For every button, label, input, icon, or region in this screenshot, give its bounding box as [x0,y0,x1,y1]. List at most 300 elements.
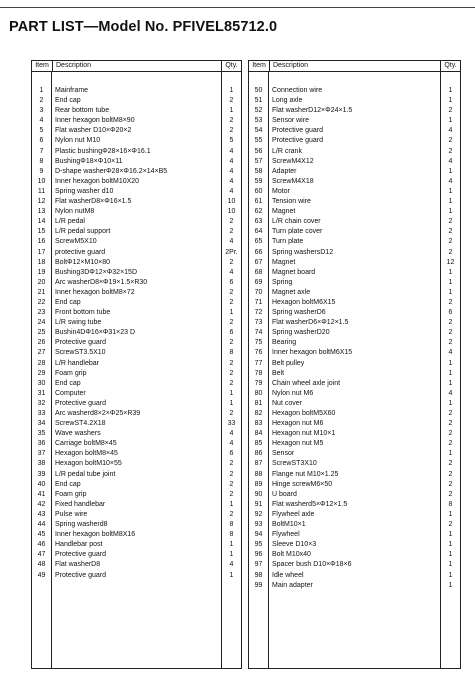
table-cell: Magnet [272,258,296,266]
table-cell: Arc washerd8×2×Φ25×R39 [55,410,141,417]
table-cell: 2 [448,329,453,337]
table-cell: Hexagon boltM8×45 [55,450,118,458]
table-cell: 10 [37,177,46,185]
table-cell: 1 [448,187,453,195]
table-cell: L/R swing tube [55,319,102,327]
table-cell: 47 [37,551,46,559]
table-cell: 30 [37,379,46,387]
table-cell: 2 [229,258,234,266]
table-cell: 6 [229,278,234,286]
table-cell: Bushing3DΦ12×Φ32×15D [55,268,138,276]
table-cell: Main adapter [272,581,313,589]
table-cell: 2 [448,319,453,327]
table-cell: 60 [254,187,263,195]
header-item: Item [249,61,270,71]
table-cell: 2 [448,470,453,478]
table-cell: Hexagon nut M5 [272,440,324,448]
parts-table-right [248,60,461,669]
table-cell: Sensor wire [272,117,309,125]
table-cell: 2 [448,238,453,246]
table-cell: 70 [254,288,263,296]
table-cell: 72 [254,309,263,317]
table-cell: Magnet board [272,268,316,276]
table-cell: 8 [39,157,44,165]
table-cell: 1 [229,551,234,559]
table-cell: End cap [55,379,81,387]
table-header [249,61,460,72]
table-cell: 2 [229,298,234,306]
table-cell: Plastic bushingΦ28×16×Φ16.1 [55,147,151,155]
table-cell: Long axle [272,97,303,105]
table-cell: 1 [448,510,453,518]
table-cell: ScrewM5X10 [55,238,97,246]
table-cell: Hexagon nut M10×1 [272,430,336,438]
table-cell: 2 [448,430,453,438]
table-cell: 25 [37,329,46,337]
table-cell: 2 [448,228,453,236]
table-cell: 2 [448,410,453,417]
table-cell: ScrewST3.5X10 [55,349,106,357]
table-cell: 1 [448,87,453,94]
table-cell: 85 [254,440,263,448]
table-cell: Spacer bush D10×Φ18×6 [272,561,352,569]
table-cell: Turn plate [272,238,304,246]
header-description: Description [53,61,222,71]
table-cell: 75 [254,339,263,347]
table-cell: 2 [448,248,453,256]
table-cell: 1 [448,379,453,387]
table-cell: 37 [37,450,46,458]
table-cell: 28 [37,359,46,367]
table-cell: 4 [229,157,234,165]
table-cell: Motor [272,187,290,195]
table-cell: Fixed handlebar [55,500,106,508]
table-cell: 2 [229,218,234,226]
description-column [269,72,441,668]
table-cell: 4 [448,349,453,357]
table-cell: 39 [37,470,46,478]
table-cell: 11 [37,187,46,195]
table-cell: Flat washer D10×Φ20×2 [55,127,132,135]
table-cell: Foam grip [55,369,87,377]
table-cell: Belt [272,369,285,377]
table-cell: Adapter [272,167,297,175]
table-cell: 64 [254,228,263,236]
table-cell: Pulse wire [55,510,88,518]
table-cell: 23 [37,309,46,317]
table-cell: 22 [37,298,46,306]
table-cell: Magnet [272,208,296,216]
table-cell: Flat washerD8×Φ16×1.5 [55,198,132,206]
table-cell: 41 [37,490,46,498]
table-cell: Protective guard [272,127,323,135]
table-cell: 4 [229,238,234,246]
table-cell: Chain wheel axle joint [272,379,341,387]
table-cell: 4 [229,430,234,438]
table-cell: 1 [448,450,453,458]
header-item: Item [32,61,53,71]
table-cell: L/R pedal support [55,228,111,236]
table-cell: Bolt M10x40 [272,551,311,559]
table-cell: 93 [254,521,263,529]
table-cell: Flat washerD12×Φ24×1.5 [272,107,353,115]
table-cell: 8 [229,349,234,357]
table-cell: Sleeve D10×3 [272,541,317,549]
table-cell: 1 [229,500,234,508]
table-cell: 63 [254,218,263,226]
table-cell: 1 [448,208,453,216]
table-cell: 38 [37,460,46,468]
table-cell: 8 [448,500,453,508]
table-cell: 16 [37,238,46,246]
table-cell: Inner hexagon boltM8×72 [55,288,135,296]
table-cell: 2 [229,339,234,347]
table-cell: Nylon nutM8 [55,208,95,216]
table-cell: 4 [229,561,234,569]
table-cell: 5 [229,137,234,145]
header-description: Description [270,61,441,71]
table-cell: Carriage boltM8×45 [55,440,117,448]
table-cell: 1 [448,531,453,539]
qty-column [441,72,460,668]
table-cell: 19 [37,268,46,276]
table-body [249,72,460,668]
table-cell: Flange nut M10×1.25 [272,470,339,478]
table-cell: 5 [39,127,44,135]
table-cell: End cap [55,97,81,105]
table-cell: 77 [254,359,263,367]
table-cell: 4 [39,117,44,125]
table-cell: Protective guard [55,399,106,407]
table-cell: 2 [448,521,453,529]
table-cell: Spring washerd8 [55,521,108,529]
table-cell: 33 [227,420,236,428]
table-cell: 12 [446,258,455,266]
table-cell: 4 [448,389,453,397]
table-cell: 2 [229,470,234,478]
table-cell: 1 [448,117,453,125]
table-cell: L/R crank [272,147,302,155]
table-cell: 1 [448,571,453,579]
table-cell: 20 [37,278,46,286]
table-cell: 17 [37,248,46,256]
table-cell: 8 [229,531,234,539]
table-cell: 1 [229,389,234,397]
table-cell: Nylon nut M10 [55,137,101,145]
table-cell: 61 [254,198,263,206]
table-cell: 1 [448,278,453,286]
table-cell: 1 [448,288,453,296]
table-cell: 50 [254,87,263,94]
table-cell: 1 [448,167,453,175]
table-cell: 48 [37,561,46,569]
table-cell: Protective guard [55,571,106,579]
table-cell: 8 [229,521,234,529]
table-cell: 80 [254,389,263,397]
table-cell: Wave washers [55,430,101,438]
table-cell: 4 [448,127,453,135]
table-cell: L/R pedal tube joint [55,470,116,478]
table-cell: 2 [39,97,44,105]
table-cell: 1 [229,309,234,317]
table-cell: 78 [254,369,263,377]
table-cell: 1 [229,87,234,94]
table-header [32,61,241,72]
table-cell: 82 [254,410,263,417]
table-cell: 69 [254,278,263,286]
table-cell: Protective guard [55,551,106,559]
table-cell: Spring washerD6 [272,309,326,317]
table-cell: Spring washer d10 [55,187,114,195]
table-cell: 2 [229,97,234,105]
table-cell: Hexagon boltM6X15 [272,298,336,306]
table-cell: 2 [229,379,234,387]
table-cell: Protective guard [272,137,323,145]
table-cell: 4 [448,177,453,185]
table-cell: 34 [37,420,46,428]
table-cell: 1 [448,561,453,569]
table-cell: 15 [37,228,46,236]
table-cell: 3 [39,107,44,115]
table-cell: 14 [37,218,46,226]
table-body [32,72,241,668]
table-cell: 52 [254,107,263,115]
table-cell: 6 [39,137,44,145]
table-cell: 36 [37,440,46,448]
table-cell: 81 [254,399,263,407]
table-cell: ScrewST3X10 [272,460,317,468]
qty-column [222,72,241,668]
table-cell: Flat washerD8 [55,561,101,569]
table-cell: 2 [229,319,234,327]
table-cell: End cap [55,480,81,488]
table-cell: 2 [448,137,453,145]
table-cell: 2 [448,339,453,347]
table-cell: 96 [254,551,263,559]
table-cell: Foam grip [55,490,87,498]
table-cell: 2 [229,410,234,417]
table-cell: 74 [254,329,263,337]
table-cell: 2 [229,510,234,518]
table-cell: 44 [37,521,46,529]
table-cell: 73 [254,319,263,327]
table-cell: Nylon nut M6 [272,389,314,397]
table-cell: 12 [37,198,46,206]
table-cell: 21 [37,288,46,296]
table-cell: L/R chain cover [272,218,321,226]
table-cell: ScrewM4X12 [272,157,314,165]
table-cell: Hinge screwM6×50 [272,480,333,488]
table-cell: 2 [448,490,453,498]
table-cell: 42 [37,500,46,508]
table-cell: 6 [448,309,453,317]
table-cell: End cap [55,298,81,306]
table-cell: 6 [229,329,234,337]
table-cell: 6 [229,450,234,458]
table-cell: Handlebar post [55,541,103,549]
table-cell: 4 [448,157,453,165]
table-cell: 2 [229,369,234,377]
item-column [249,72,269,668]
table-cell: 55 [254,137,263,145]
table-cell: Belt pulley [272,359,305,367]
table-cell: Hexagon boltM10×55 [55,460,122,468]
table-cell: 2 [448,107,453,115]
table-cell: Flat washerd5×Φ12×1.5 [272,500,348,508]
table-cell: Inner hexagon boltM8X16 [55,531,136,539]
table-cell: 1 [448,399,453,407]
table-cell: 1 [448,369,453,377]
table-cell: 88 [254,470,263,478]
table-cell: 2 [229,117,234,125]
table-cell: Flywheel [272,531,300,539]
item-column [32,72,52,668]
table-cell: 99 [254,581,263,589]
table-cell: 76 [254,349,263,357]
table-cell: 51 [254,97,263,105]
table-cell: 2 [448,480,453,488]
table-cell: 59 [254,177,263,185]
table-cell: 4 [229,167,234,175]
table-cell: 90 [254,490,263,498]
table-cell: 1 [448,359,453,367]
table-cell: Computer [55,389,86,397]
table-cell: 4 [229,177,234,185]
table-cell: 92 [254,510,263,518]
table-cell: 89 [254,480,263,488]
table-cell: 1 [229,571,234,579]
table-cell: 2 [229,490,234,498]
table-cell: Sensor [272,450,295,458]
table-cell: 32 [37,399,46,407]
table-cell: 2 [229,460,234,468]
table-cell: 18 [37,258,46,266]
parts-table-left [31,60,242,669]
table-cell: 67 [254,258,263,266]
table-cell: 13 [37,208,46,216]
table-cell: Bushin4DΦ16×Φ31×23 D [55,329,136,337]
table-cell: 91 [254,500,263,508]
description-column [52,72,222,668]
table-cell: 1 [229,107,234,115]
table-cell: 2 [448,460,453,468]
table-cell: Protective guard [55,339,106,347]
table-cell: 45 [37,531,46,539]
table-cell: 2 [229,127,234,135]
table-cell: 2 [448,420,453,428]
table-cell: 84 [254,430,263,438]
table-cell: Idle wheel [272,571,304,579]
table-cell: 46 [37,541,46,549]
table-cell: 4 [229,187,234,195]
table-cell: protective guard [55,248,106,256]
header-qty: Qty. [444,62,457,69]
table-cell: Inner hexagon boltM8×90 [55,117,135,125]
table-cell: 7 [39,147,44,155]
table-cell: 10 [227,208,236,216]
table-cell: 31 [37,389,46,397]
table-cell: 2 [448,440,453,448]
table-cell: 95 [254,541,263,549]
table-cell: Flat washerD6×Φ12×1.5 [272,319,349,327]
page-title: PART LIST—Model No. PFIVEL85712.0 [9,19,278,35]
table-cell: 33 [37,410,46,417]
table-cell: 4 [229,147,234,155]
table-cell: Bearing [272,339,297,347]
table-cell: 1 [448,581,453,589]
table-cell: Front bottom tube [55,309,111,317]
table-cell: 86 [254,450,263,458]
table-cell: U board [272,490,297,498]
table-cell: 24 [37,319,46,327]
table-cell: 4 [229,440,234,448]
table-cell: 2 [229,228,234,236]
table-cell: 79 [254,379,263,387]
header-qty: Qty. [225,62,238,69]
table-cell: 35 [37,430,46,438]
table-cell: 56 [254,147,263,155]
table-cell: L/R pedal [55,218,85,226]
table-cell: 87 [254,460,263,468]
table-cell: BoltΦ12×M10×80 [55,258,111,266]
table-cell: 2 [448,147,453,155]
table-cell: 2 [448,298,453,306]
table-cell: 2 [448,218,453,226]
table-cell: 27 [37,349,46,357]
table-cell: BushingΦ18×Φ10×11 [55,157,123,165]
table-cell: 2 [229,480,234,488]
table-cell: Spring washerD20 [272,329,330,337]
table-cell: 66 [254,248,263,256]
table-cell: 97 [254,561,263,569]
table-cell: 29 [37,369,46,377]
table-cell: 49 [37,571,46,579]
table-cell: 94 [254,531,263,539]
table-cell: L/R handlebar [55,359,99,367]
table-cell: ScrewST4.2X18 [55,420,106,428]
table-cell: 9 [39,167,44,175]
table-cell: 71 [254,298,263,306]
table-cell: Inner hexagon boltM6X15 [272,349,353,357]
table-cell: Nut cover [272,399,302,407]
table-cell: 1 [39,87,44,94]
table-cell: 1 [229,399,234,407]
table-cell: Mainframe [55,87,89,94]
table-cell: 4 [229,268,234,276]
table-cell: 40 [37,480,46,488]
table-cell: 98 [254,571,263,579]
table-cell: 2 [229,359,234,367]
table-cell: Tension wire [272,198,311,206]
table-cell: ScrewM4X18 [272,177,314,185]
table-cell: Connection wire [272,87,323,94]
table-cell: Spring [272,278,293,286]
table-cell: Flywheel axle [272,510,315,518]
table-cell: 10 [227,198,236,206]
table-cell: 54 [254,127,263,135]
table-cell: 83 [254,420,263,428]
table-cell: 2 [229,288,234,296]
table-cell: 53 [254,117,263,125]
table-cell: 65 [254,238,263,246]
table-cell: Hexagon boltM5X60 [272,410,336,417]
table-cell: 1 [448,198,453,206]
table-cell: Arc washerD8×Φ19×1.5×R30 [55,278,148,286]
table-cell: Magnet axle [272,288,311,296]
table-cell: 1 [229,541,234,549]
table-cell: 43 [37,510,46,518]
table-cell: 1 [448,541,453,549]
